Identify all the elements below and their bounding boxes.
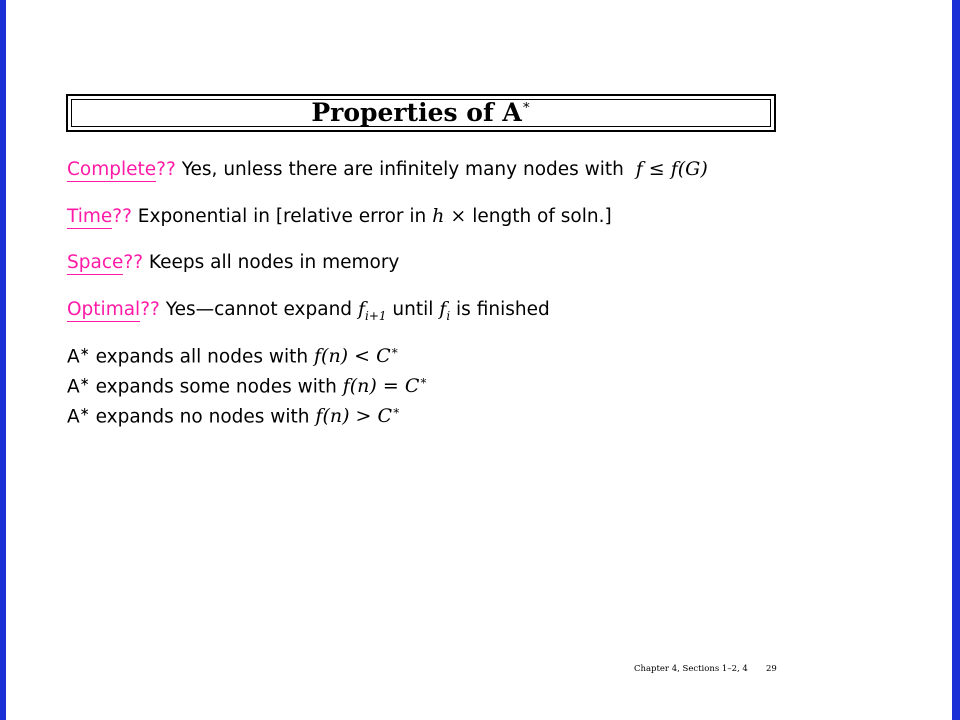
- property-space: Space?? Keeps all nodes in memory: [67, 252, 400, 273]
- property-optimal: Optimal?? Yes—cannot expand $f_{i+1}$ until $f_i$ is finished: [67, 298, 550, 323]
- expansion-line: A∗ expands all nodes with f(n) < C∗: [67, 344, 399, 368]
- title-box: [66, 94, 776, 132]
- keyword-time: Time: [67, 206, 113, 227]
- property-time: Time?? Exponential in [relative error in h × length of soln.]: [67, 205, 612, 227]
- footer-chapter: Chapter 4, Sections 1–2, 4: [634, 664, 748, 674]
- keyword-optimal: Optimal: [67, 299, 141, 320]
- expansion-line: A∗ expands no nodes with f(n) > C∗: [67, 404, 401, 428]
- property-complete: Complete?? Yes, unless there are infinitely many nodes with f ≤ f(G): [67, 158, 708, 180]
- slide-title: Properties of A∗: [311, 98, 531, 127]
- footer-page-number: 29: [766, 664, 777, 674]
- keyword-space: Space: [67, 252, 124, 273]
- keyword-complete: Complete: [67, 159, 157, 180]
- expansion-line: A∗ expands some nodes with f(n) = C∗: [67, 374, 428, 398]
- slide: [6, 0, 952, 720]
